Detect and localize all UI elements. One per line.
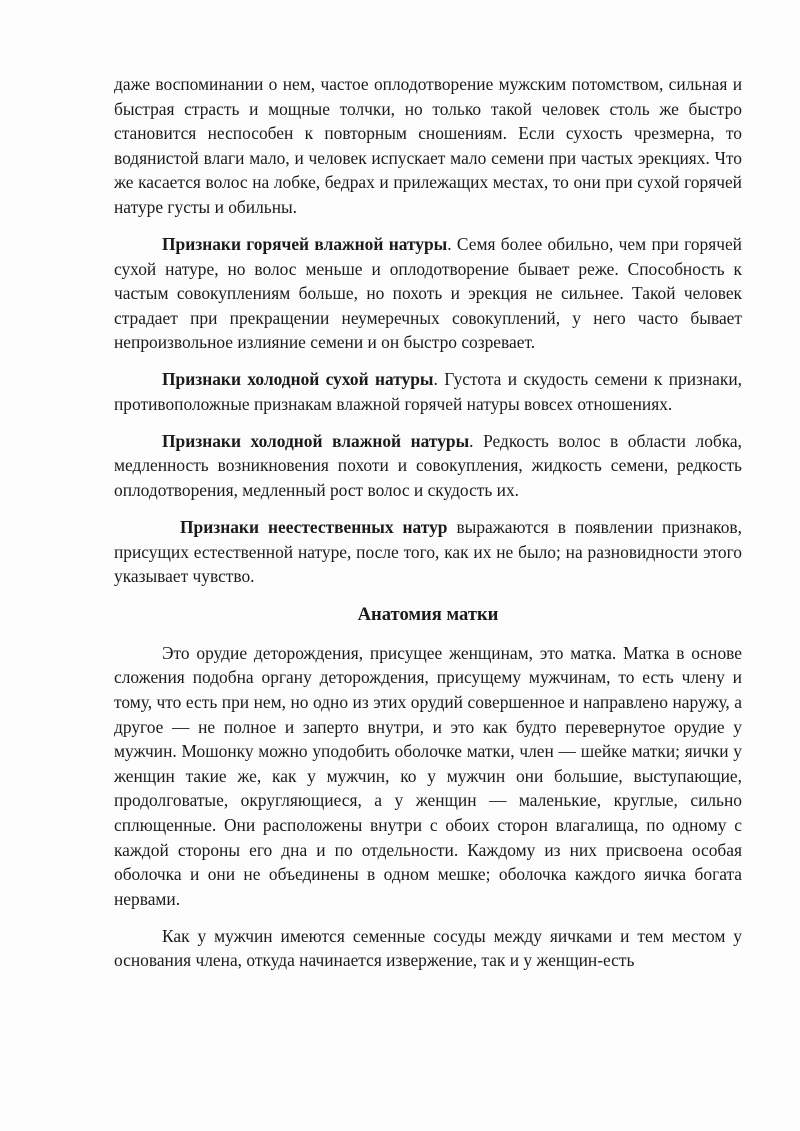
paragraph-text: . Редкость волос в области лобка, медленность возникновения похоти и совокупления, жидкость семени, редкость оплодотворения, медленный рост волос и скудость их. (114, 430, 742, 501)
paragraph-text: Как у мужчин имеются семенные сосуды между яичками и тем местом у основания члена, откуда начинается извержение, так и у женщин-есть (114, 925, 742, 971)
paragraph-lead: Признаки неестественных натур (180, 517, 448, 538)
paragraph-uterus-anatomy (114, 641, 742, 912)
section-heading: Анатомия матки (357, 603, 499, 625)
paragraph-text: Это орудие деторождения, присущее женщинам, это матка. Матка в основе сложения подобна органу деторождения, присущему мужчинам, то есть члену и тому, что есть при нем, но одно из этих орудий совершенное и направлено наружу, а другое — не полное и заперто внутри, и это как будто перевернутое орудие у мужчин. Мошонку можно уподобить оболочке матки, член — шейке матки; яички у женщин такие же, как у мужчин, ко у мужчин они большие, выступающие, продолговатые, округляющиеся, а у женщин — маленькие, круглые, сильно сплющенные. Они расположены внутри с обоих сторон влагалища, по одному с каждой стороны его дна и по отдельности. Каждому из них присвоена особая оболочка и они не объединены в одном мешке; оболочка каждого яичка богата нервами. (114, 642, 742, 909)
paragraph-text: даже воспоминании о нем, частое оплодотворение мужским потомством, сильная и быстрая страсть и мощные толчки, но только такой человек столь же быстро становится неспособен к повторным сношениям. Если сухость чрезмерна, то водянистой влаги мало, и человек испускает мало семени при частых эрекциях. Что же касается волос на лобке, бедрах и прилежащих местах, то они при сухой горячей натуре густы и обильны. (114, 74, 742, 217)
paragraph-cold-moist-nature (114, 429, 742, 503)
paragraph-cold-dry-nature (114, 367, 742, 416)
paragraph-lead: Признаки холодной сухой натуры (162, 369, 434, 390)
paragraph-lead: Признаки холодной влажной натуры (162, 430, 470, 451)
paragraph-continuation (114, 72, 742, 220)
paragraph-lead: Признаки горячей влажной натуры (162, 233, 448, 254)
paragraph-seminal-vessels (114, 924, 742, 973)
paragraph-hot-moist-nature (114, 232, 742, 355)
document-body (114, 72, 742, 973)
paragraph-text: . Густота и скудость семени к признаки, противоположные признакам влажной горячей натуры вовсех отношениях. (114, 369, 742, 414)
paragraph-unnatural-natures (114, 515, 742, 589)
paragraph-text: . Семя более обильно, чем при горячей сухой натуре, но волос меньше и оплодотворение бывает реже. Способность к частым совокуплениям больше, но похоть и эрекция не сильнее. Такой человек страдает при прекращении неумеречных совокуплений, у него часто бывает непроизвольное излияние семени и он быстро созревает. (114, 233, 742, 353)
paragraph-text: выражаются в появлении признаков, присущих естественной натуре, после того, как их не было; на разновидности этого указывает чувство. (114, 517, 742, 587)
